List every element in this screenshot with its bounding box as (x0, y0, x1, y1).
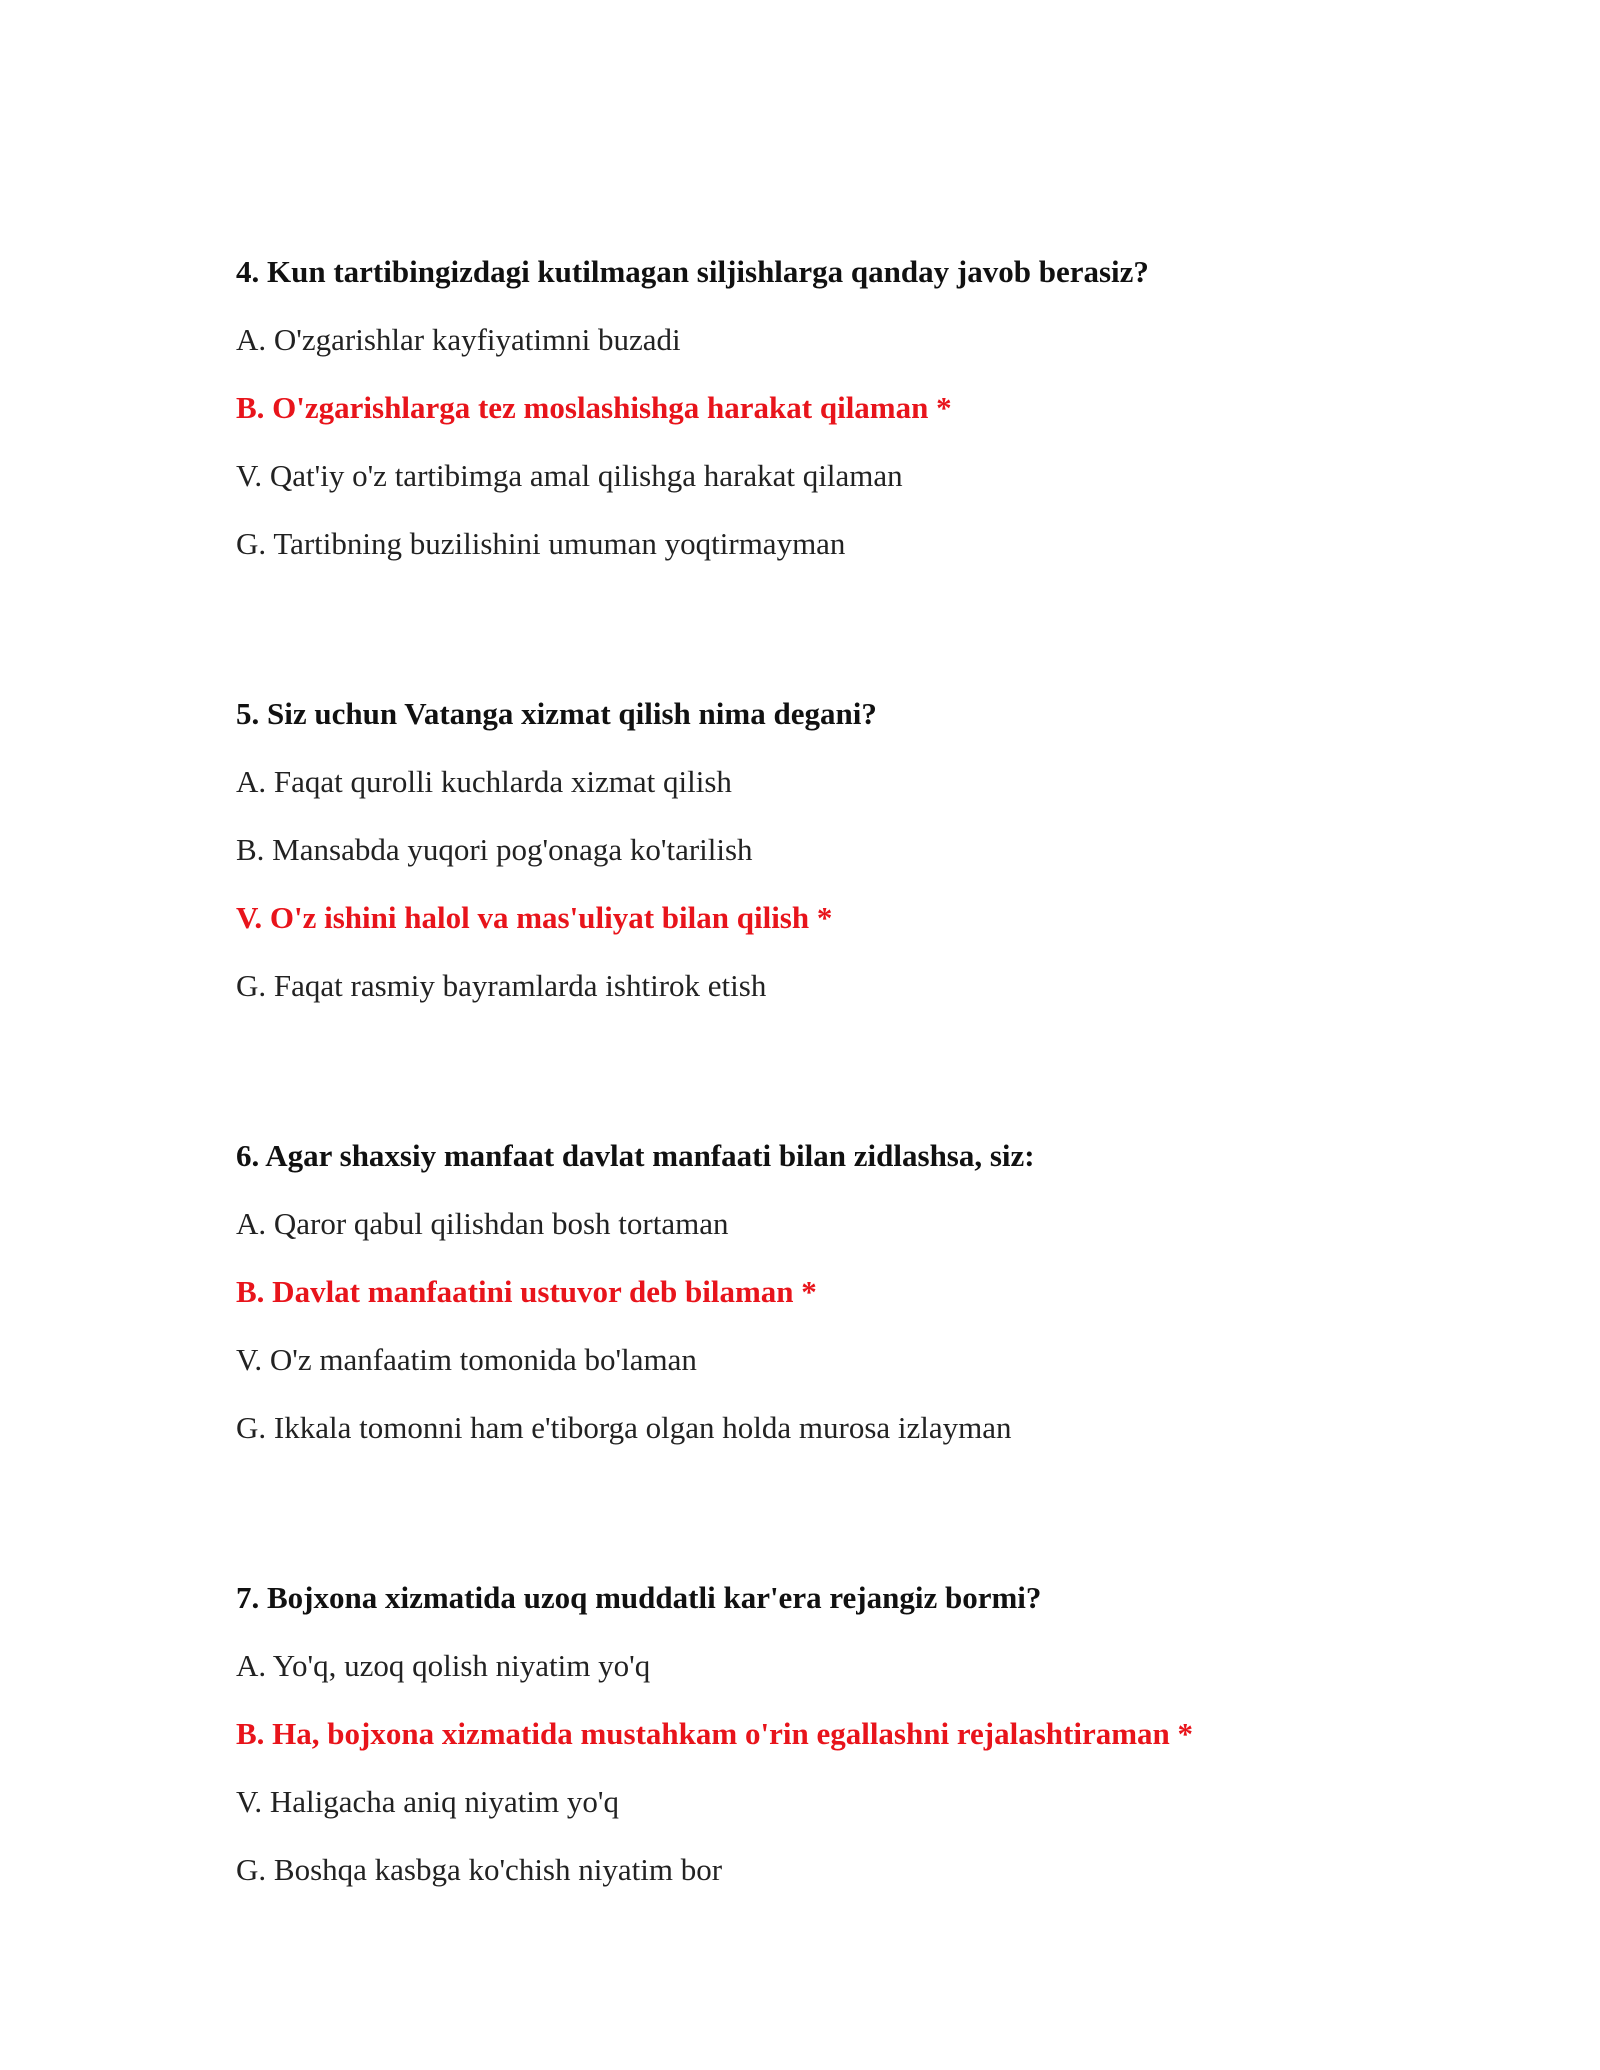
question-5 (236, 696, 1436, 1004)
option-b-correct: B. Davlat manfaatini ustuvor deb bilaman * (236, 1274, 817, 1309)
option-b: B. Mansabda yuqori pog'onaga ko'tarilish (236, 832, 753, 867)
quiz-content (236, 254, 1436, 2022)
option-a: A. Yo'q, uzoq qolish niyatim yo'q (236, 1648, 651, 1683)
option-a: A. Qaror qabul qilishdan bosh tortaman (236, 1206, 729, 1241)
option-v: V. Qat'iy o'z tartibimga amal qilishga harakat qilaman (236, 458, 903, 493)
option-v-correct: V. O'z ishini halol va mas'uliyat bilan qilish * (236, 900, 833, 935)
option-b-correct: B. O'zgarishlarga tez moslashishga harakat qilaman * (236, 390, 952, 425)
option-g: G. Faqat rasmiy bayramlarda ishtirok etish (236, 968, 767, 1003)
option-g: G. Boshqa kasbga ko'chish niyatim bor (236, 1852, 723, 1887)
option-g: G. Tartibning buzilishini umuman yoqtirmayman (236, 526, 846, 561)
question-title: 6. Agar shaxsiy manfaat davlat manfaati bilan zidlashsa, siz: (236, 1138, 1035, 1173)
option-g: G. Ikkala tomonni ham e'tiborga olgan holda murosa izlayman (236, 1410, 1012, 1445)
option-v: V. Haligacha aniq niyatim yo'q (236, 1784, 619, 1819)
option-a: A. O'zgarishlar kayfiyatimni buzadi (236, 322, 681, 357)
option-a: A. Faqat qurolli kuchlarda xizmat qilish (236, 764, 732, 799)
option-v: V. O'z manfaatim tomonida bo'laman (236, 1342, 697, 1377)
question-4 (236, 254, 1436, 562)
question-7 (236, 1580, 1436, 1888)
option-b-correct: B. Ha, bojxona xizmatida mustahkam o'rin egallashni rejalashtiraman * (236, 1716, 1194, 1751)
question-title: 4. Kun tartibingizdagi kutilmagan siljishlarga qanday javob berasiz? (236, 254, 1149, 289)
question-title: 5. Siz uchun Vatanga xizmat qilish nima degani? (236, 696, 877, 731)
question-6 (236, 1138, 1436, 1446)
question-title: 7. Bojxona xizmatida uzoq muddatli kar'era rejangiz bormi? (236, 1580, 1042, 1615)
